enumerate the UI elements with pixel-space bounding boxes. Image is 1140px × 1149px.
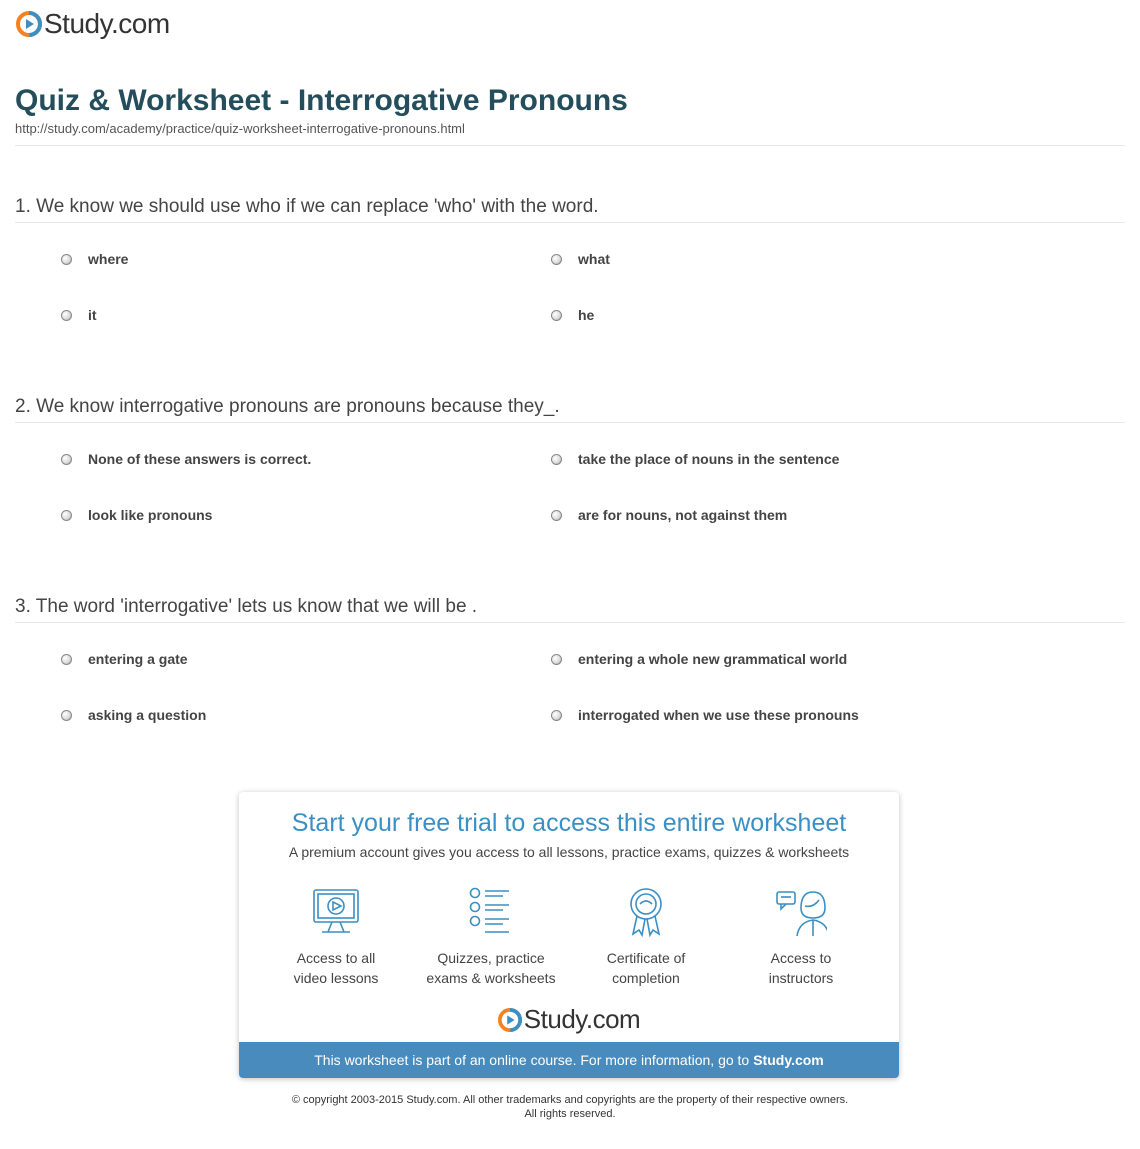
question-2 [15,393,1125,563]
feature-label: Certificate of completion [606,950,686,986]
feature-certificate [571,886,721,988]
answer-option[interactable]: asking a question [61,707,206,723]
answer-option[interactable]: are for nouns, not against them [551,507,787,523]
radio-button[interactable] [61,510,72,521]
free-trial-panel [239,792,899,1078]
radio-button[interactable] [61,254,72,265]
question-text: 3. The word 'interrogative' lets us know that we will be . [15,596,478,617]
feature-label: Access to instructors [768,950,834,986]
study-logo-text: Study.com [523,1004,641,1034]
question-1 [15,193,1125,363]
header-divider [15,145,1125,146]
certificate-icon [620,886,672,938]
feature-label: Quizzes, practice exams & worksheets [426,950,556,986]
feature-instructors [726,886,876,988]
study-link[interactable]: Study.com [753,1052,824,1068]
feature-video-lessons [261,886,411,988]
video-lesson-icon [310,886,362,938]
answer-option[interactable]: look like pronouns [61,507,212,523]
answer-option[interactable]: where [61,251,128,267]
radio-button[interactable] [61,710,72,721]
radio-button[interactable] [551,254,562,265]
study-logo-text: Study.com [44,8,170,39]
course-info-text: This worksheet is part of an online course. For more information, go to [314,1052,750,1068]
study-logo-mark-icon [16,11,42,37]
question-text: 1. We know we should use who if we can replace 'who' with the word. [15,196,599,217]
radio-button[interactable] [551,654,562,665]
answer-option[interactable]: entering a whole new grammatical world [551,651,847,667]
radio-button[interactable] [551,510,562,521]
copyright-notice: © copyright 2003-2015 Study.com. All other trademarks and copyrights are the property of their respective owners. All rights reserved. [291,1094,849,1120]
checklist-icon [465,886,517,938]
question-3 [15,593,1125,763]
study-logo-mark-icon [498,1008,522,1032]
answer-option[interactable]: None of these answers is correct. [61,451,311,467]
answer-option[interactable]: interrogated when we use these pronouns [551,707,859,723]
free-trial-title[interactable]: Start your free trial to access this entire worksheet [291,809,847,837]
answer-option[interactable]: what [551,251,610,267]
answer-option[interactable]: entering a gate [61,651,188,667]
radio-button[interactable] [551,710,562,721]
instructor-icon [775,886,827,938]
answer-option[interactable]: it [61,307,97,323]
feature-label: Access to all video lessons [293,950,379,986]
page-url: http://study.com/academy/practice/quiz-worksheet-interrogative-pronouns.html [15,121,465,136]
radio-button[interactable] [551,454,562,465]
radio-button[interactable] [61,310,72,321]
study-logo[interactable] [16,8,170,40]
study-logo-footer[interactable] [239,1004,899,1035]
question-text: 2. We know interrogative pronouns are pronouns because they_. [15,396,560,417]
answer-option[interactable]: take the place of nouns in the sentence [551,451,839,467]
course-info-bar [239,1042,899,1078]
free-trial-subtitle: A premium account gives you access to all lessons, practice exams, quizzes & worksheets [288,844,850,860]
radio-button[interactable] [61,454,72,465]
feature-quizzes [416,886,566,988]
answer-option[interactable]: he [551,307,594,323]
page-title: Quiz & Worksheet - Interrogative Pronouns [15,84,628,117]
radio-button[interactable] [551,310,562,321]
radio-button[interactable] [61,654,72,665]
